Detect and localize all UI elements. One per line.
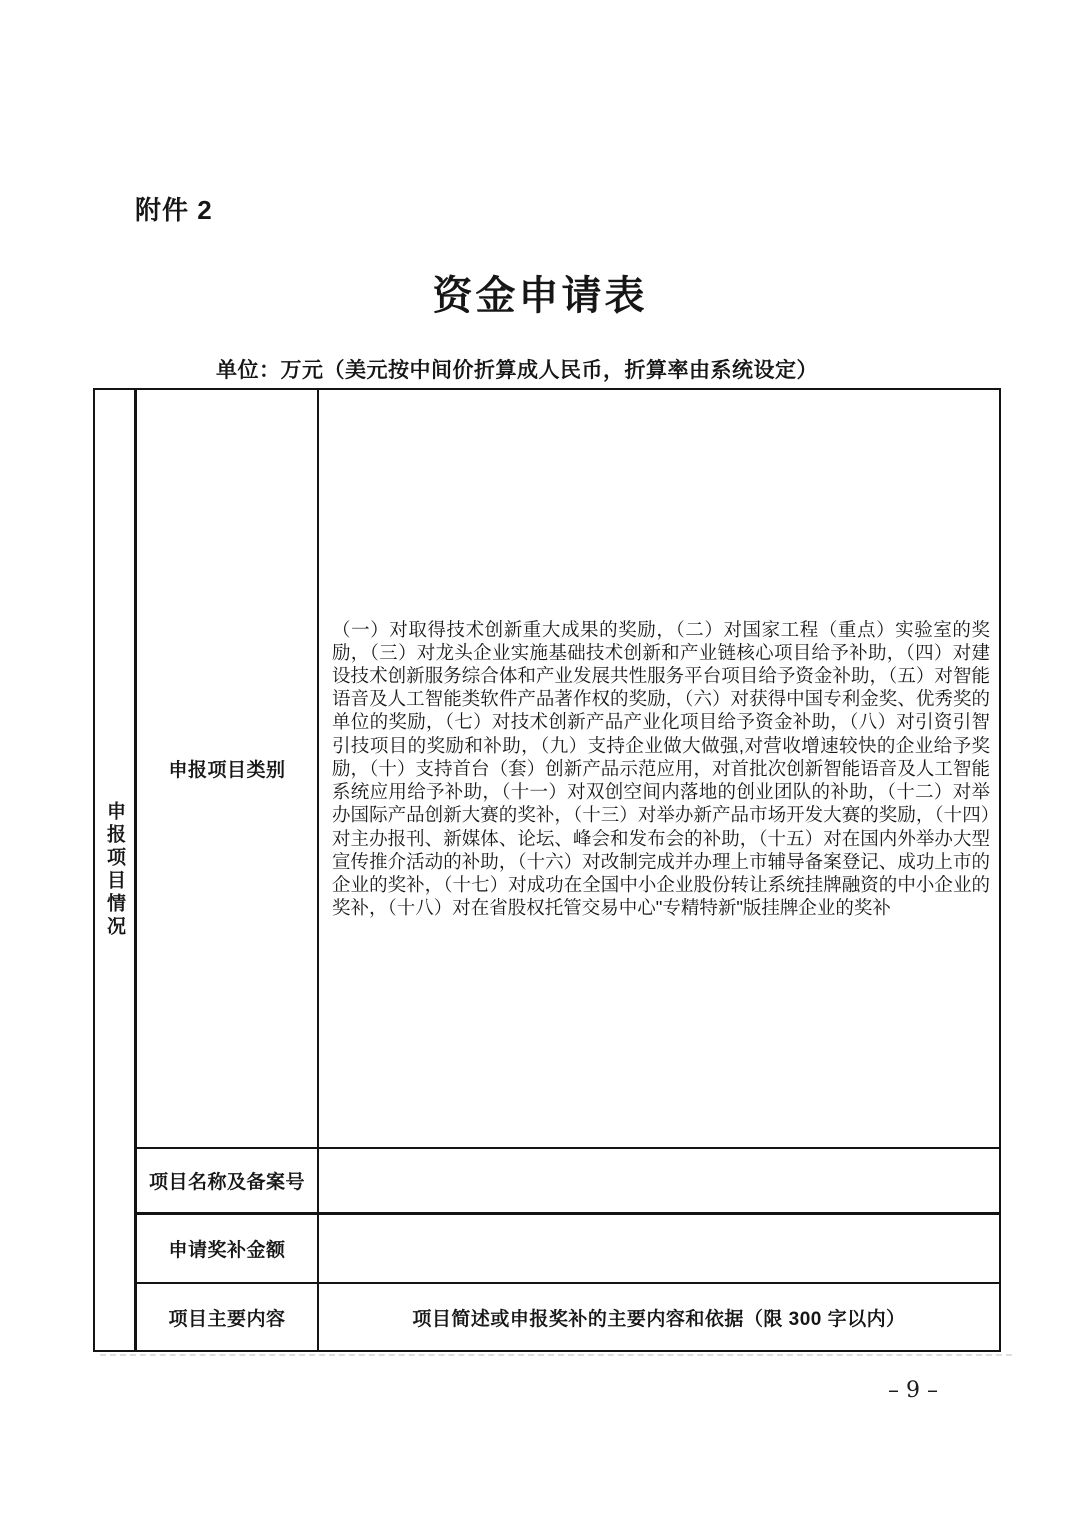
row-label-requested-amount: 申请奖补金额 — [137, 1215, 319, 1284]
row-label-project-name: 项目名称及备案号 — [137, 1149, 319, 1215]
group-label-vertical: 申报项目情况 — [104, 801, 125, 939]
application-form-table — [93, 388, 1001, 1352]
attachment-label: 附件 2 — [135, 195, 213, 225]
scan-artifact-line — [100, 1354, 1012, 1356]
page-title: 资金申请表 — [432, 274, 648, 318]
page-number: – 9 – — [888, 1378, 938, 1403]
row-label-main-content: 项目主要内容 — [137, 1284, 319, 1350]
row-content-project-category — [319, 390, 999, 1149]
row-content-project-name — [319, 1149, 999, 1215]
row-label-project-category: 申报项目类别 — [137, 390, 319, 1149]
group-label-cell — [95, 390, 137, 1350]
row-content-main-content: 项目简述或申报奖补的主要内容和依据（限 300 字以内） — [412, 1308, 906, 1330]
row-content-requested-amount — [319, 1215, 999, 1284]
project-category-text: （一）对取得技术创新重大成果的奖励，（二）对国家工程（重点）实验室的奖励，（三）对龙头企业实施基础技术创新和产业链核心项目给予补助，（四）对建设技术创新服务综合体和产业发展共性服务平台项目给予资金补助，（五）对智能语音及人工智能类软件产品著作权的奖励，（六）对获得中国专利金奖、优秀奖的单位的奖励，（七）对技术创新产品产业化项目给予资金补助，（八）对引资引智引技项目的奖励和补助，（九）支持企业做大做强,对营收增速较快的企业给予奖励，（十）支持首台（套）创新产品示范应用，对首批次创新智能语音及人工智能系统应用给予补助，（十一）对双创空间内落地的创业团队的补助，（十二）对举办国际产品创新大赛的奖补，（十三）对举办新产品市场开发大赛的奖励，（十四）对主办报刊、新媒体、论坛、峰会和发布会的补助，（十五）对在国内外举办大型宣传推介活动的补助，（十六）对改制完成并办理上市辅导备案登记、成功上市的企业的奖补，（十七）对成功在全国中小企业股份转让系统挂牌融资的中小企业的奖补，（十八）对在省股权托管交易中心"专精特新"版挂牌企业的奖补 — [332, 618, 990, 919]
unit-note: 单位：万元（美元按中间价折算成人民币，折算率由系统设定） — [216, 359, 818, 382]
